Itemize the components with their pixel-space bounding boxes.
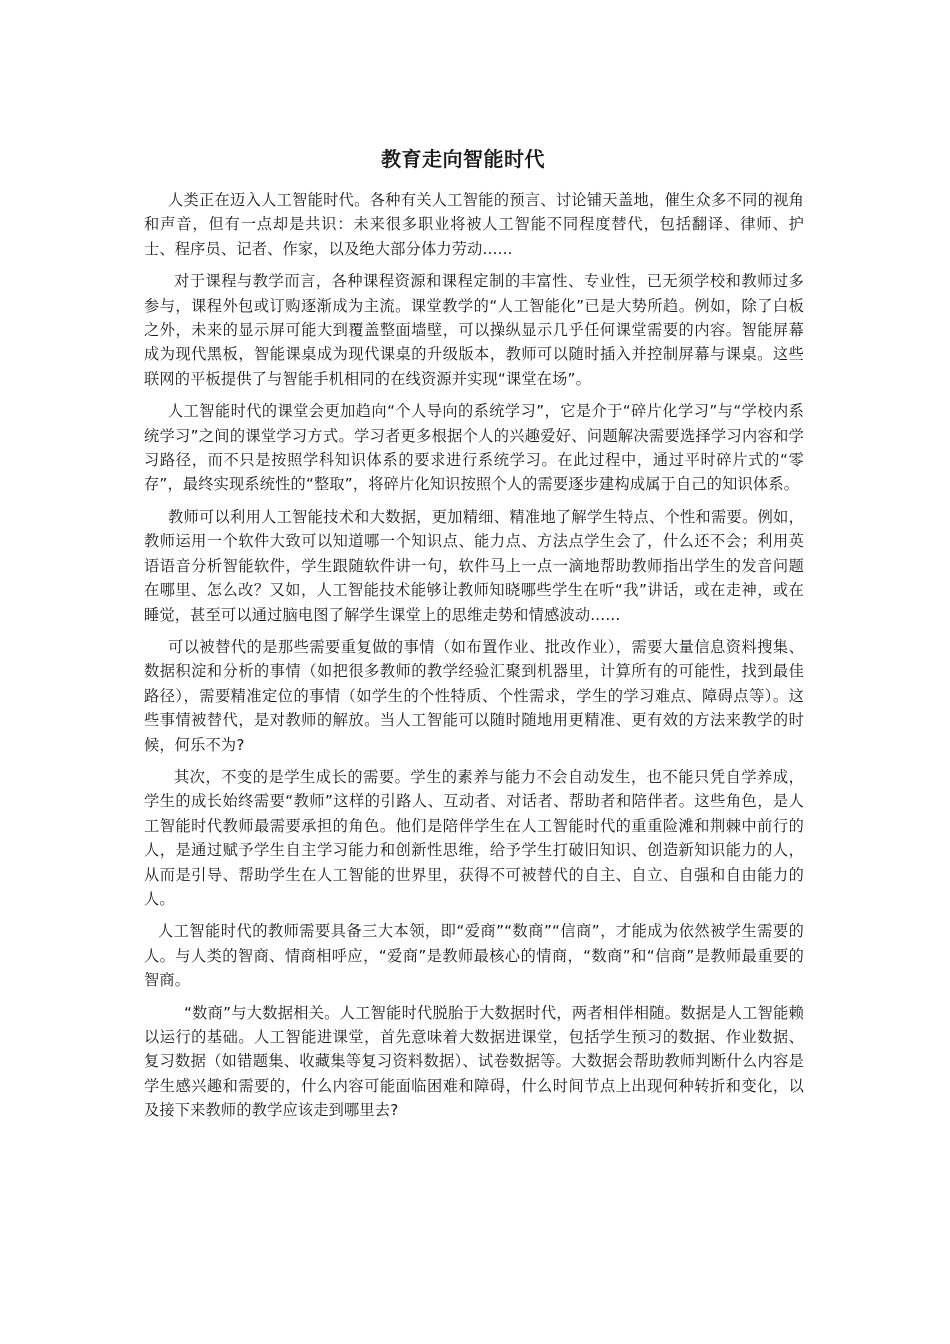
paragraph-3: 人工智能时代的课堂会更加趋向“个人导向的系统学习”，它是介于“碎片化学习”与“学校内系统学习”之间的课堂学习方式。学习者更多根据个人的兴趣爱好、问题解决需要选择学习内容和学习路径，而不只是按照学科知识体系的要求进行系统学习。在此过程中，通过平时碎片式的“零存”，最终实现系统性的“整取”，将碎片化知识按照个人的需要逐步建构成属于自己的知识体系。 — [144, 402, 804, 494]
paragraph-5: 可以被替代的是那些需要重复做的事情（如布置作业、批改作业），需要大量信息资料搜集、数据积淀和分析的事情（如把很多教师的教学经验汇聚到机器里，计算所有的可能性，找到最佳路径），需要精准定位的事情（如学生的个性特质、个性需求，学生的学习难点、障碍点等）。这些事情被替代，是对教师的解放。当人工智能可以随时随地用更精准、更有效的方法来教学的时候，何乐不为? — [144, 637, 804, 754]
paragraph-6: 其次，不变的是学生成长的需要。学生的素养与能力不会自动发生，也不能只凭自学养成，学生的成长始终需要“教师”这样的引路人、互动者、对话者、帮助者和陪伴者。这些角色，是人工智能时代教师最需要承担的角色。他们是陪伴学生在人工智能时代的重重险滩和荆棘中前行的人，是通过赋予学生自主学习能力和创新性思维，给予学生打破旧知识、创造新知识能力的人，从而是引导、帮助学生在人工智能的世界里，获得不可被替代的自主、自立、自强和自由能力的人。 — [144, 767, 804, 908]
paragraph-1: 人类正在迈入人工智能时代。各种有关人工智能的预言、讨论铺天盖地，催生众多不同的视角和声音，但有一点却是共识：未来很多职业将被人工智能不同程度替代，包括翻译、律师、护士、程序员、记者、作家，以及绝大部分体力劳动...... — [144, 191, 804, 258]
paragraph-2: 对于课程与教学而言，各种课程资源和课程定制的丰富性、专业性，已无须学校和教师过多参与，课程外包或订购逐渐成为主流。课堂教学的“人工智能化”已是大势所趋。例如，除了白板之外，未来的显示屏可能大到覆盖整面墙壁，可以操纵显示几乎任何课堂需要的内容。智能屏幕成为现代黑板，智能课桌成为现代课桌的升级版本，教师可以随时插入并控制屏幕与课桌。这些联网的平板提供了与智能手机相同的在线资源并实现“课堂在场”。 — [144, 272, 804, 388]
paragraph-7: 人工智能时代的教师需要具备三大本领，即“爱商”“数商”“信商”，才能成为依然被学生需要的人。与人类的智商、情商相呼应，“爱商”是教师最核心的情商，“数商”和“信商”是教师最重要的智商。 — [144, 922, 804, 990]
document-body — [144, 188, 804, 1131]
paragraph-4: 教师可以利用人工智能技术和大数据，更加精细、精准地了解学生特点、个性和需要。例如，教师运用一个软件大致可以知道哪一个知识点、能力点、方法点学生会了，什么还不会；利用英语语音分析智能软件，学生跟随软件讲一句，软件马上一点一滴地帮助教师指出学生的发音问题在哪里、怎么改？又如，人工智能技术能够让教师知晓哪些学生在听“我”讲话，或在走神，或在睡觉，甚至可以通过脑电图了解学生课堂上的思维走势和情感波动...... — [144, 507, 804, 624]
document-title: 教育走向智能时代 — [381, 147, 545, 171]
paragraph-8: “数商”与大数据相关。人工智能时代脱胎于大数据时代，两者相伴相随。数据是人工智能赖以运行的基础。人工智能进课堂，首先意味着大数据进课堂，包括学生预习的数据、作业数据、复习数据（如错题集、收藏集等复习资料数据）、试卷数据等。大数据会帮助教师判断什么内容是学生感兴趣和需要的，什么内容可能面临困难和障碍，什么时间节点上出现何种转折和变化，以及接下来教师的教学应该走到哪里去? — [144, 1003, 804, 1120]
